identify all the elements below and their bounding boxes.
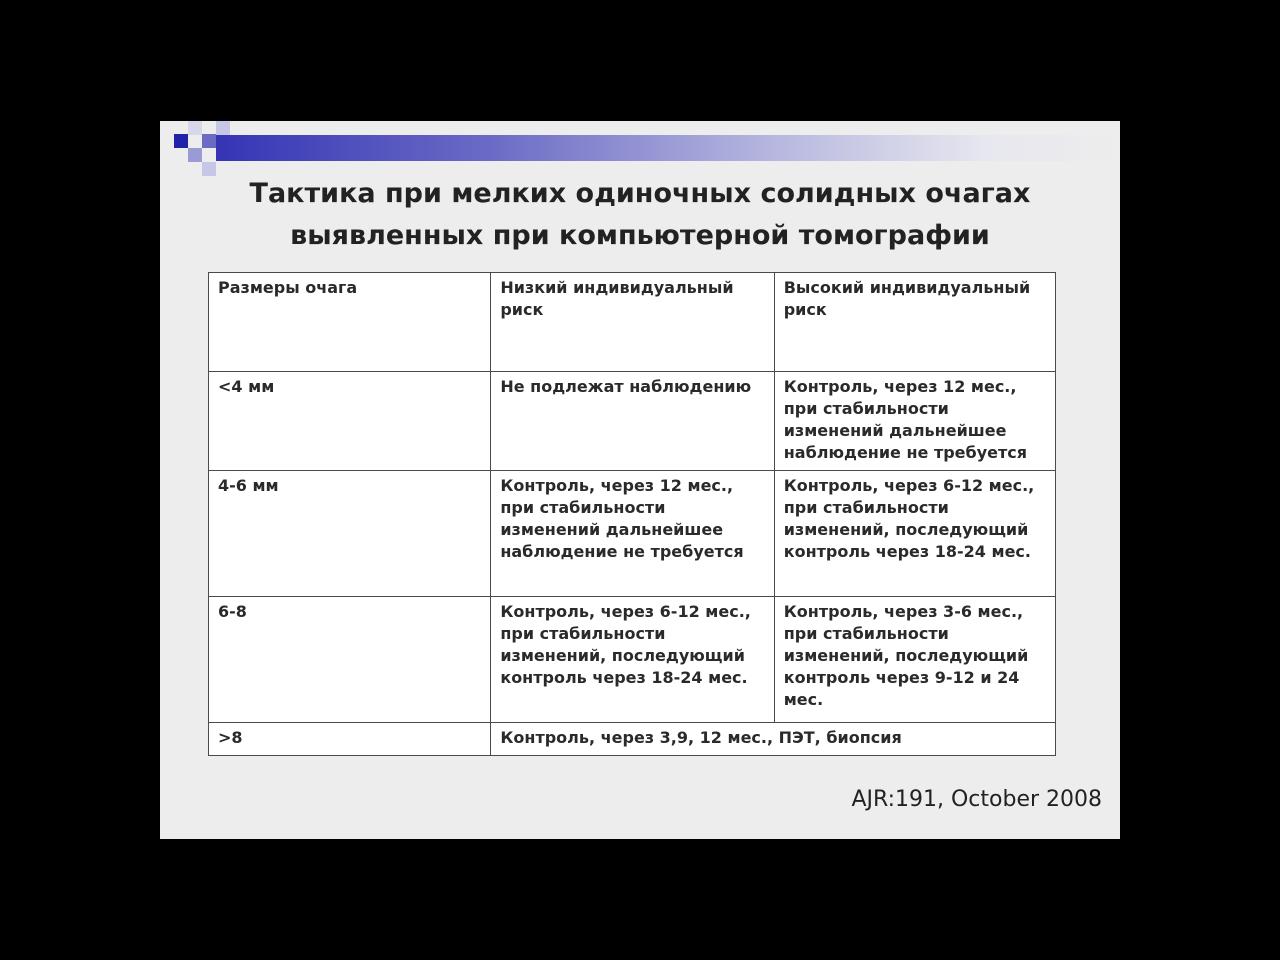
- table-header-row: [209, 273, 1056, 372]
- table-row: [209, 372, 1056, 471]
- cell-high-risk: Контроль, через 6-12 мес., при стабильности изменений, последующий контроль через 18-24 мес.: [774, 471, 1055, 597]
- cell-size: 4-6 мм: [209, 471, 491, 597]
- table-row: [209, 597, 1056, 723]
- citation-text: AJR:191, October 2008: [851, 787, 1102, 812]
- table-row: [209, 471, 1056, 597]
- cell-low-risk: Не подлежат наблюдению: [491, 372, 774, 471]
- cell-size: <4 мм: [209, 372, 491, 471]
- cell-high-risk: Контроль, через 3-6 мес., при стабильности изменений, последующий контроль через 9-12 и 24 мес.: [774, 597, 1055, 723]
- tactics-table: [208, 272, 1056, 756]
- header-size: Размеры очага: [209, 273, 491, 372]
- presentation-slide: [160, 121, 1120, 839]
- slide-title-line-2: выявленных при компьютерной томографии: [290, 220, 990, 251]
- cell-size: >8: [209, 723, 491, 756]
- header-low-risk: Низкий индивидуальный риск: [491, 273, 774, 372]
- table-row: [209, 723, 1056, 756]
- cell-low-risk: Контроль, через 12 мес., при стабильности изменений дальнейшее наблюдение не требуется: [491, 471, 774, 597]
- header-gradient-band: [216, 135, 1120, 161]
- cell-low-risk: Контроль, через 6-12 мес., при стабильности изменений, последующий контроль через 18-24 мес.: [491, 597, 774, 723]
- slide-title-line-1: Тактика при мелких одиночных солидных очагах: [249, 178, 1031, 209]
- slide-title: [160, 173, 1120, 257]
- cell-size: 6-8: [209, 597, 491, 723]
- cell-high-risk: Контроль, через 12 мес., при стабильности изменений дальнейшее наблюдение не требуется: [774, 372, 1055, 471]
- cell-merged-recommendation: Контроль, через 3,9, 12 мес., ПЭТ, биопсия: [491, 723, 1056, 756]
- header-high-risk: Высокий индивидуальный риск: [774, 273, 1055, 372]
